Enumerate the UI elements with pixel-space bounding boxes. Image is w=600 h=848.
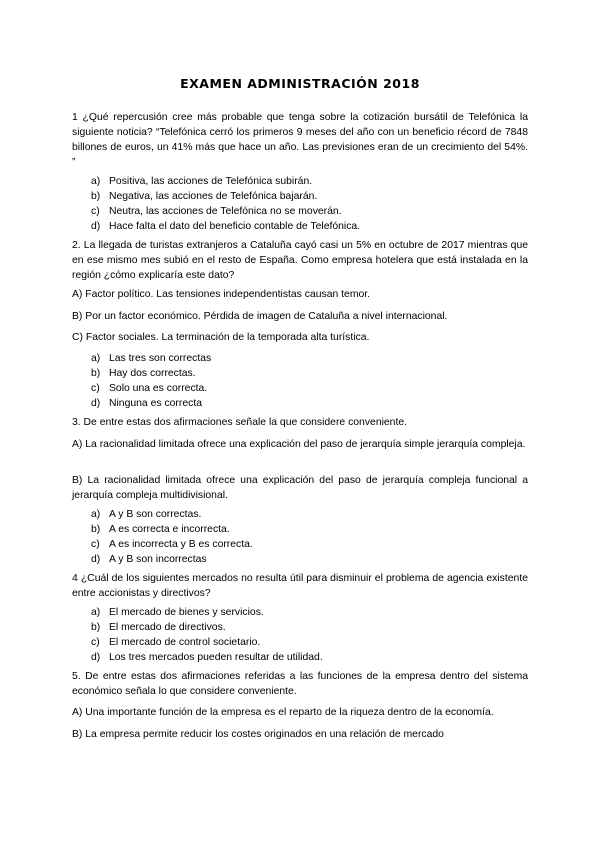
list-item: d) Los tres mercados pueden resultar de utilidad.	[91, 652, 323, 663]
list-item: b) Hay dos correctas.	[91, 368, 196, 379]
list-item: c) Neutra, las acciones de Telefónica no se moverán.	[91, 206, 342, 217]
list-item: a) El mercado de bienes y servicios.	[91, 607, 264, 618]
question-3-statement-b: B) La racionalidad limitada ofrece una explicación del paso de jerarquía compleja funcional a jerarquía compleja multidivisional.	[72, 475, 528, 501]
list-item: b) Negativa, las acciones de Telefónica bajarán.	[91, 191, 318, 202]
question-5-statement-a: A) Una importante función de la empresa es el reparto de la riqueza dentro de la economía.	[72, 707, 494, 718]
list-item: d) Hace falta el dato del beneficio contable de Telefónica.	[91, 221, 361, 232]
question-2-options	[91, 351, 211, 411]
question-1-options	[91, 174, 360, 234]
list-item: d) Ninguna es correcta	[91, 398, 202, 409]
question-2-statement-c: C) Factor sociales. La terminación de la temporada alta turística.	[72, 332, 370, 343]
list-item: a) Las tres son correctas	[91, 353, 212, 364]
list-item: b) A es correcta e incorrecta.	[91, 524, 230, 535]
question-3-text: 3. De entre estas dos afirmaciones señale la que considere conveniente.	[72, 417, 408, 428]
question-4-options	[91, 605, 323, 665]
question-2-text: 2. La llegada de turistas extranjeros a Cataluña cayó casi un 5% en octubre de 2017 mientras que en ese mismo mes subió en el resto de España. Como empresa hotelera que está instalada en la región ¿cómo explicaría este dato?	[72, 240, 528, 281]
list-item: c) El mercado de control societario.	[91, 637, 261, 648]
question-1-text: 1 ¿Qué repercusión cree más probable que tenga sobre la cotización bursátil de Telefónica la siguiente noticia? “Telefónica cerró los primeros 9 meses del año con un beneficio récord de 7848 billones de euros, un 41% más que hace un año. Las previsiones eran de un crecimiento del 54%. ”	[72, 112, 528, 168]
question-3-statement-a: A) La racionalidad limitada ofrece una explicación del paso de jerarquía simple jerarquía compleja.	[72, 439, 526, 450]
page-title: EXAMEN ADMINISTRACIÓN 2018	[180, 76, 420, 91]
list-item: a) A y B son correctas.	[91, 509, 202, 520]
list-item: c) A es incorrecta y B es correcta.	[91, 539, 253, 550]
question-4-text: 4 ¿Cuál de los siguientes mercados no resulta útil para disminuir el problema de agencia existente entre accionistas y directivos?	[72, 573, 528, 599]
question-3-options	[91, 507, 253, 567]
list-item: c) Solo una es correcta.	[91, 383, 208, 394]
question-5-text: 5. De entre estas dos afirmaciones referidas a las funciones de la empresa dentro del sistema económico señala lo que considere conveniente.	[72, 671, 528, 697]
question-5-statement-b: B) La empresa permite reducir los costes originados en una relación de mercado	[72, 729, 444, 740]
list-item: a) Positiva, las acciones de Telefónica subirán.	[91, 176, 313, 187]
list-item: d) A y B son incorrectas	[91, 554, 207, 565]
question-2-statement-b: B) Por un factor económico. Pérdida de imagen de Cataluña a nivel internacional.	[72, 311, 448, 322]
question-2-statement-a: A) Factor político. Las tensiones independentistas causan temor.	[72, 289, 371, 300]
list-item: b) El mercado de directivos.	[91, 622, 226, 633]
